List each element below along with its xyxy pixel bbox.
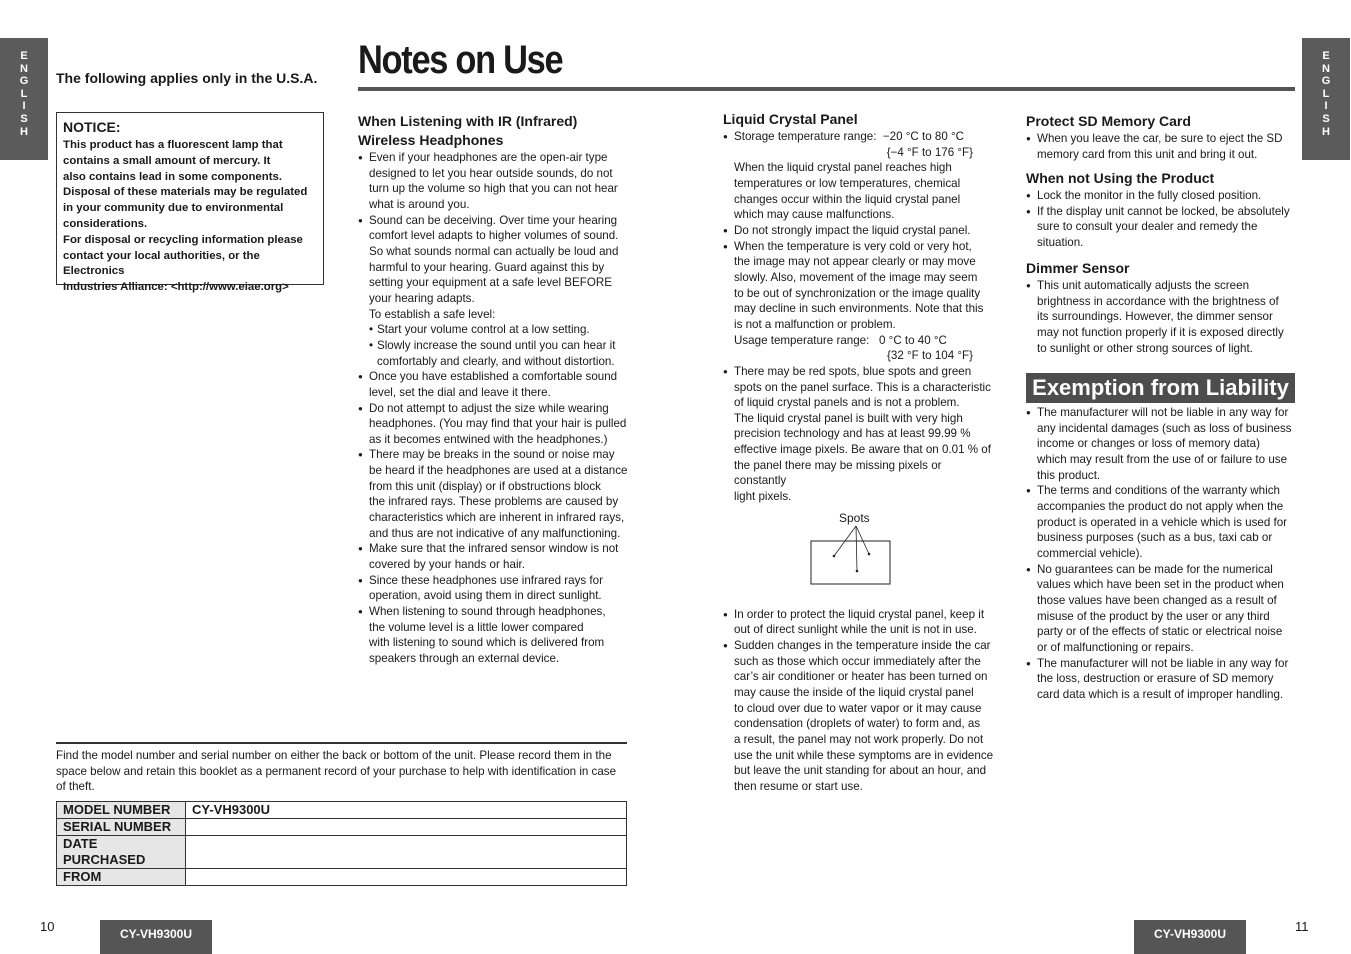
list-item: ● Storage temperature range: −20 °C to 80 °C {−4 °F to 176 °F} When the liquid crystal panel reaches high temperatures or low temperatures, chemical changes occur within the liquid crystal panel which may cause malfunctions. [723, 129, 995, 223]
notice-line: in your community due to environmental [63, 202, 284, 215]
list-item: ● If the display unit cannot be locked, be absolutely sure to consult your dealer and remedy the situation. [1026, 204, 1298, 251]
language-tab-right [1302, 38, 1350, 160]
tab-letter: G [19, 75, 29, 88]
dimmer-section [1026, 259, 1298, 356]
list-item: ● The terms and conditions of the warranty which accompanies the product do not apply when the product is operated in a vehicle which is used for business purposes (such as a bus, taxi cab or commercial vehicle). [1026, 483, 1298, 561]
page-number-right: 11 [1295, 919, 1309, 934]
notice-line: considerations. [63, 217, 148, 230]
section-heading: When not Using the Product [1026, 170, 1215, 186]
list-item: ● Do not strongly impact the liquid crystal panel. [723, 223, 995, 239]
list-item: ● Lock the monitor in the fully closed position. [1026, 188, 1298, 204]
model-badge-left: CY-VH9300U [100, 920, 212, 954]
safe-level-label: To establish a safe level: [369, 307, 496, 321]
safe-step: • Slowly increase the sound until you can hear it comfortably and clearly, and without distortion. [369, 338, 616, 368]
section-heading: Protect SD Memory Card [1026, 113, 1191, 129]
list-item: ● Make sure that the infrared sensor window is not covered by your hands or hair. [358, 541, 630, 572]
record-label: SERIAL NUMBER [57, 819, 186, 836]
list-item: ● Sudden changes in the temperature inside the car such as those which occur immediately after the car’s air conditioner or heater has been turned on may cause the inside of the liquid crystal panel to cloud over due to water vapor or it may cause condensation (droplets of water) to form and, as a result, the panel may not work properly. Do not use the unit while these symptoms are in evidence but leave the unit standing for about an hour, and then resume or start use. [723, 638, 995, 795]
notice-line: For disposal or recycling information please [63, 233, 303, 246]
title-rule [358, 87, 1295, 91]
list-item: ● No guarantees can be made for the numerical values which have been set in the product when those values have been changed as a result of misuse of the product by the user or any third party or of the effects of static or electrical noise or of malfunctioning or repairs. [1026, 562, 1298, 656]
tab-letter: N [1322, 62, 1330, 75]
notice-line: contact your local authorities, or the Electronics [63, 249, 260, 278]
section-heading: When Listening with IR (Infrared) Wireless Headphones [358, 113, 578, 148]
notice-line: Disposal of these materials may be regulated [63, 186, 308, 199]
tab-letter: S [1322, 112, 1330, 125]
list-item: ● This unit automatically adjusts the screen brightness in accordance with the brightness of its surroundings. However, the dimmer sensor may not function properly if it is exposed directly to sunlight or other strong sources of light. [1026, 278, 1298, 356]
list-item: ● Do not attempt to adjust the size while wearing headphones. (You may find that your hair is pulled as it becomes entwined with the headphones.) [358, 401, 630, 448]
record-label: MODEL NUMBER [57, 802, 186, 819]
tab-letter: E [1322, 50, 1330, 62]
tab-letter: S [20, 112, 28, 125]
list-item: ● Once you have established a comfortable sound level, set the dial and leave it there. [358, 369, 630, 400]
list-item: ● Since these headphones use infrared rays for operation, avoid using them in direct sunlight. [358, 573, 630, 604]
tab-letter: L [20, 87, 28, 100]
table-row [57, 869, 627, 886]
ir-headphones-section [358, 112, 630, 667]
list-item: ● When you leave the car, be sure to eject the SD memory card from this unit and bring it out. [1026, 131, 1298, 162]
notice-line: This product has a fluorescent lamp that [63, 139, 283, 151]
usa-note: The following applies only in the U.S.A. [56, 70, 318, 86]
exemption-section [1026, 405, 1298, 702]
notice-text [63, 138, 317, 296]
list-item: ● There may be red spots, blue spots and green spots on the panel surface. This is a characteristic of liquid crystal panels and is not a problem. The liquid crystal panel is built with very high precision technology and has at least 99.99 % effective image pixels. Be aware that on 0.01 % of the panel there may be missing pixels or constantly light pixels. [723, 364, 995, 505]
record-label: FROM [57, 869, 186, 886]
notice-line: also contains lead in some components. [63, 170, 283, 183]
tab-letter: H [1322, 125, 1330, 138]
record-instructions: Find the model number and serial number on either the back or bottom of the unit. Please record them in the space below and retain this booklet as a permanent record of your purchase to help with identification in case of theft. [56, 749, 617, 794]
tab-letter: I [22, 100, 26, 113]
list-item: ● When the temperature is very cold or very hot, the image may not appear clearly or may move slowly. Also, movement of the image may seem to be out of synchronization or the image quality may decline in such environments. Note that this is not a malfunction or problem. Usage temperature range: 0 °C to 40 °C {32 °F to 104 °F} [723, 239, 995, 364]
record-value[interactable]: CY-VH9300U [186, 802, 627, 819]
spots-figure [723, 505, 995, 607]
tab-letter: H [20, 125, 28, 138]
section-heading: Dimmer Sensor [1026, 260, 1130, 276]
tab-letter: E [20, 50, 28, 62]
lcd-section [723, 110, 995, 795]
list-item: ● The manufacturer will not be liable in any way for any incidental damages (such as loss of business income or changes or loss of memory data) which may result from the use of or failure to use this product. [1026, 405, 1298, 483]
notice-line: Industries Alliance: <http://www.eiae.org> [63, 281, 289, 294]
safe-step: • Start your volume control at a low setting. [369, 323, 590, 337]
storage-fahrenheit: {−4 °F to 176 °F} [886, 145, 973, 159]
table-row [57, 802, 627, 819]
tab-letter: G [1321, 75, 1331, 88]
page-title: Notes on Use [358, 38, 563, 82]
list-item: ● Even if your headphones are the open-air type designed to let you hear outside sounds, do not turn up the volume so high that you can not hear what is around you. [358, 150, 630, 213]
list-item: ● There may be breaks in the sound or noise may be heard if the headphones are used at a distance from this unit (display) or if obstructions block the infrared rays. These problems are caused by characteristics which are inherent in infrared rays, and thus are not indicative of any malfunctioning. [358, 447, 630, 541]
page-number-left: 10 [40, 919, 55, 934]
tab-letter: I [1324, 100, 1328, 113]
tab-letter: L [1322, 87, 1330, 100]
list-item: ● When listening to sound through headphones, the volume level is a little lower compared with listening to sound which is delivered from speakers through an external device. [358, 604, 630, 667]
list-item: ● In order to protect the liquid crystal panel, keep it out of direct sunlight while the unit is not in use. [723, 607, 995, 638]
not-using-section [1026, 169, 1298, 251]
usage-fahrenheit: {32 °F to 104 °F} [887, 349, 973, 363]
spots-illustration [809, 525, 893, 595]
list-item: ● Sound can be deceiving. Over time your hearing comfort level adapts to higher volumes of sound. So what sounds normal can actually be loud and harmful to your hearing. Guard against this by setting your equipment at a safe level BEFORE your hearing adapts. [358, 213, 630, 307]
list-item: ● The manufacturer will not be liable in any way for the loss, destruction or erasure of SD memory card data which is a result of improper handling. [1026, 656, 1298, 703]
section-heading: Liquid Crystal Panel [723, 111, 858, 127]
notice-heading: NOTICE: [63, 119, 121, 135]
exemption-heading: Exemption from Liability [1026, 373, 1295, 403]
notice-box [56, 112, 324, 294]
record-table [56, 801, 627, 886]
table-row [57, 836, 627, 869]
table-row [57, 819, 627, 836]
language-tab-left [0, 38, 48, 160]
record-divider [56, 742, 627, 744]
spots-label: Spots [839, 510, 870, 525]
record-value[interactable] [186, 819, 627, 836]
record-label: DATE PURCHASED [57, 836, 186, 869]
notice-line: contains a small amount of mercury. It [63, 154, 271, 167]
tab-letter: N [20, 62, 28, 75]
record-value[interactable] [186, 869, 627, 886]
record-value[interactable] [186, 836, 627, 869]
model-badge-right: CY-VH9300U [1134, 920, 1246, 954]
sd-card-section [1026, 112, 1298, 162]
